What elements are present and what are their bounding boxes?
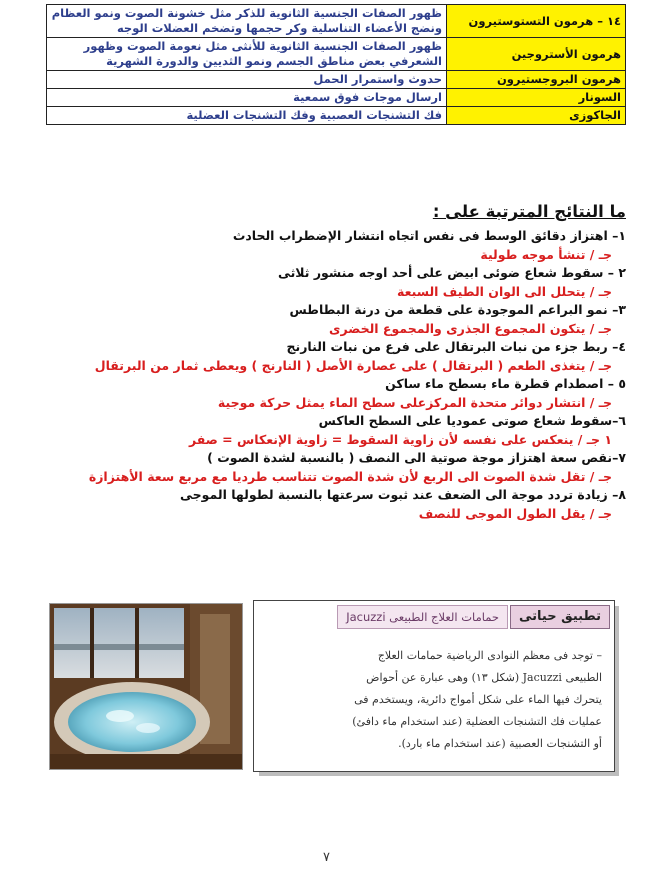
result-answer: جـ / يقل الطول الموجى للنصف [418,505,612,521]
table-row [47,38,626,71]
hormones-table [46,4,626,125]
table-term-cell: الجاكوزى [447,107,626,125]
application-line: عمليات فك التشنجات العضلية (عند استخدام ماء دافئ) [352,715,602,728]
table-row [47,89,626,107]
result-question: ٣– نمو البراعم الموجودة على قطعة من درنة البطاطس [289,302,626,317]
table-row [47,107,626,125]
table-row [47,71,626,89]
result-answer: جـ / يتحلل الى الوان الطيف السبعة [397,283,612,299]
life-application-box [253,600,615,772]
table-row [47,5,626,38]
result-question: ١– اهتزاز دقائق الوسط فى نفس اتجاه انتشار الإضطراب الحادث [232,228,626,243]
result-answer: جـ / تقل شدة الصوت الى الربع لأن شدة الصوت تتناسب طرديا مع مربع سعة الأهتزازة [88,468,612,484]
application-line: الطبيعى Jacuzzi (شكل ١٣) وهى عبارة عن أحواض [366,671,602,684]
results-list [40,227,626,523]
result-question: ٢ – سقوط شعاع ضوئى ابيض على أحد اوجه منشور ثلاثى [277,265,626,280]
table-term-cell: هرمون الأستروجين [447,38,626,71]
table-term-cell: ١٤ – هرمون التستوستيرون [447,5,626,38]
result-question: ٤– ربط جزء من نبات البرتقال على فرع من نبات النارنج [286,339,626,354]
result-answer: جـ / يتكون المجموع الجذرى والمجموع الخضرى [329,320,612,336]
table-description-cell: ظهور الصفات الجنسية الثانوية للذكر مثل خشونة الصوت ونمو العظام ونضج الأعضاء التناسلية وكر حجمها وتضخم العضلات الوجه [47,5,447,38]
jacuzzi-image-icon [50,604,242,769]
results-heading: ما النتائج المترتبة على : [432,202,626,221]
life-application-title: حمامات العلاج الطبيعى Jacuzzi [337,605,508,629]
application-line: يتحرك فيها الماء على شكل أمواج دائرية، ويستخدم فى [354,693,602,706]
table-description-cell: حدوث واستمرار الحمل [47,71,447,89]
result-question: ٨– زيادة تردد موجة الى الضعف عند ثبوت سرعتها بالنسبة لطولها الموجى [180,487,626,502]
result-question: ٦–سقوط شعاع صوتى عموديا على السطح العاكس [318,413,626,428]
life-application-text [267,645,602,755]
result-answer: جـ / يتغذى الطعم ( البرتقال ) على عصارة الأصل ( النارنج ) ويعطى ثمار من البرتقال [94,357,612,373]
application-line: أو التشنجات العصبية (عند استخدام ماء بارد). [398,737,602,750]
table-description-cell: ارسال موجات فوق سمعية [47,89,447,107]
result-question: ٥ – اصطدام قطرة ماء بسطح ماء ساكن [385,376,626,391]
table-term-cell: هرمون البروجستيرون [447,71,626,89]
page-number: ٧ [323,850,330,865]
life-application-badge: تطبيق حياتى [510,605,610,629]
table-term-cell: السونار [447,89,626,107]
result-answer: ١ جـ / ينعكس على نفسه لأن زاوية السقوط = زاوية الإنعكاس = صفر [188,431,612,447]
result-answer: جـ / انتشار دوائر متحدة المركزعلى سطح الماء يمثل حركة موجية [217,394,612,410]
results-section [40,202,626,523]
result-question: ٧–نقص سعة اهتزاز موجة صوتية الى النصف ( بالنسبة لشدة الصوت ) [207,450,626,465]
application-line: – توجد فى معظم النوادى الرياضية حمامات العلاج [377,649,602,662]
table-description-cell: ظهور الصفات الجنسية الثانوية للأنثى مثل نعومة الصوت وظهور الشعرفي بعض مناطق الجسم ونمو الثديين والدورة الشهرية [47,38,447,71]
jacuzzi-photo [49,603,243,770]
result-answer: جـ / تنشأ موجه طولية [480,246,612,262]
table-description-cell: فك التشنجات العصبية وفك التشنجات العضلية [47,107,447,125]
